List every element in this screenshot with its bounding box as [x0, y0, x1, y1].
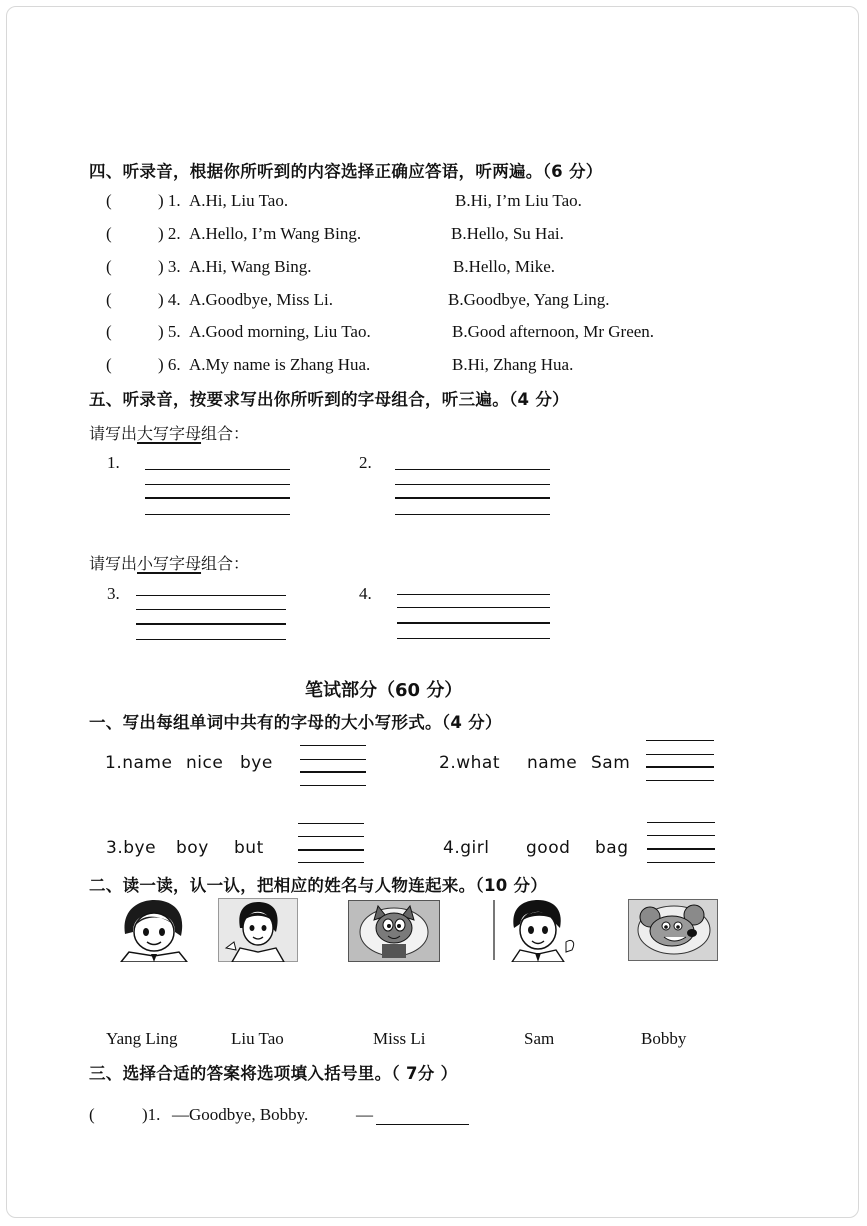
word: bye: [240, 753, 273, 773]
option-a: A.Hello, I’m Wang Bing.: [189, 224, 362, 243]
option-a: A.My name is Zhang Hua.: [189, 355, 371, 374]
answer-bracket-open[interactable]: (: [106, 257, 112, 276]
word: 3.bye: [106, 838, 157, 858]
w2-title: 二、读一读，认一认，把相应的姓名与人物连起来。（10 分）: [89, 876, 548, 895]
question-number: ) 5.: [158, 322, 181, 341]
name-label[interactable]: Miss Li: [373, 1029, 426, 1048]
option-a: A.Good morning, Liu Tao.: [189, 322, 371, 341]
name-label[interactable]: Yang Ling: [106, 1029, 178, 1048]
answer-bracket-open[interactable]: (: [106, 191, 112, 210]
name-label[interactable]: Sam: [524, 1029, 555, 1048]
question-number: ) 6.: [158, 355, 181, 374]
written-part-title: 笔试部分（60 分）: [305, 680, 463, 701]
mouse-portrait-icon: [628, 899, 718, 961]
answer-bracket-open[interactable]: (: [106, 322, 112, 341]
word: Sam: [591, 753, 631, 773]
word: 1.name: [105, 753, 173, 773]
answer-bracket-open[interactable]: (: [106, 290, 112, 309]
answer-bracket-open[interactable]: (: [106, 224, 112, 243]
w3-title: 三、选择合适的答案将选项填入括号里。（ 7分 ）: [89, 1064, 458, 1083]
answer-bracket-open[interactable]: (: [89, 1105, 95, 1124]
w1-title: 一、写出每组单词中共有的字母的大小写形式。（4 分）: [89, 713, 502, 732]
question-number: ) 1.: [158, 191, 181, 210]
word: 4.girl: [443, 838, 490, 858]
option-b: B.Hi, I’m Liu Tao.: [455, 191, 582, 210]
section5-title: 五、听录音，按要求写出你所听到的字母组合，听三遍。（4 分）: [89, 390, 569, 409]
blank-number-3: 3.: [107, 584, 120, 603]
word: name: [527, 753, 578, 773]
girl-portrait-icon: [115, 898, 193, 962]
word: boy: [176, 838, 209, 858]
word: nice: [186, 753, 224, 773]
option-a: A.Hi, Liu Tao.: [189, 191, 289, 210]
question-number: )1.: [142, 1105, 161, 1124]
question-number: ) 3.: [158, 257, 181, 276]
option-a: A.Hi, Wang Bing.: [189, 257, 312, 276]
answer-bracket-open[interactable]: (: [106, 355, 112, 374]
option-b: B.Hello, Su Hai.: [451, 224, 564, 243]
question-text: —Goodbye, Bobby.: [172, 1105, 309, 1124]
word: but: [234, 838, 264, 858]
question-number: ) 2.: [158, 224, 181, 243]
lowercase-instruction: 请写出小写字母组合：: [89, 554, 250, 573]
section4-title: 四、听录音，根据你所听到的内容选择正确应答语，听两遍。（6 分）: [89, 162, 603, 181]
option-b: B.Good afternoon, Mr Green.: [452, 322, 655, 341]
blank-number-4: 4.: [359, 584, 372, 603]
answer-blank[interactable]: [376, 1124, 469, 1125]
teacher-portrait-icon: [218, 898, 298, 962]
option-b: B.Goodbye, Yang Ling.: [448, 290, 610, 309]
answer-dash: —: [356, 1105, 373, 1124]
word: good: [526, 838, 571, 858]
boy-portrait-icon: [492, 898, 587, 962]
option-a: A.Goodbye, Miss Li.: [189, 290, 334, 309]
cat-portrait-icon: [348, 900, 440, 962]
question-number: ) 4.: [158, 290, 181, 309]
blank-number-1: 1.: [107, 453, 120, 472]
name-label[interactable]: Liu Tao: [231, 1029, 284, 1048]
option-b: B.Hi, Zhang Hua.: [452, 355, 574, 374]
name-label[interactable]: Bobby: [641, 1029, 687, 1048]
blank-number-2: 2.: [359, 453, 372, 472]
word: 2.what: [439, 753, 500, 773]
option-b: B.Hello, Mike.: [453, 257, 555, 276]
uppercase-instruction: 请写出大写字母组合：: [89, 424, 250, 443]
word: bag: [595, 838, 629, 858]
